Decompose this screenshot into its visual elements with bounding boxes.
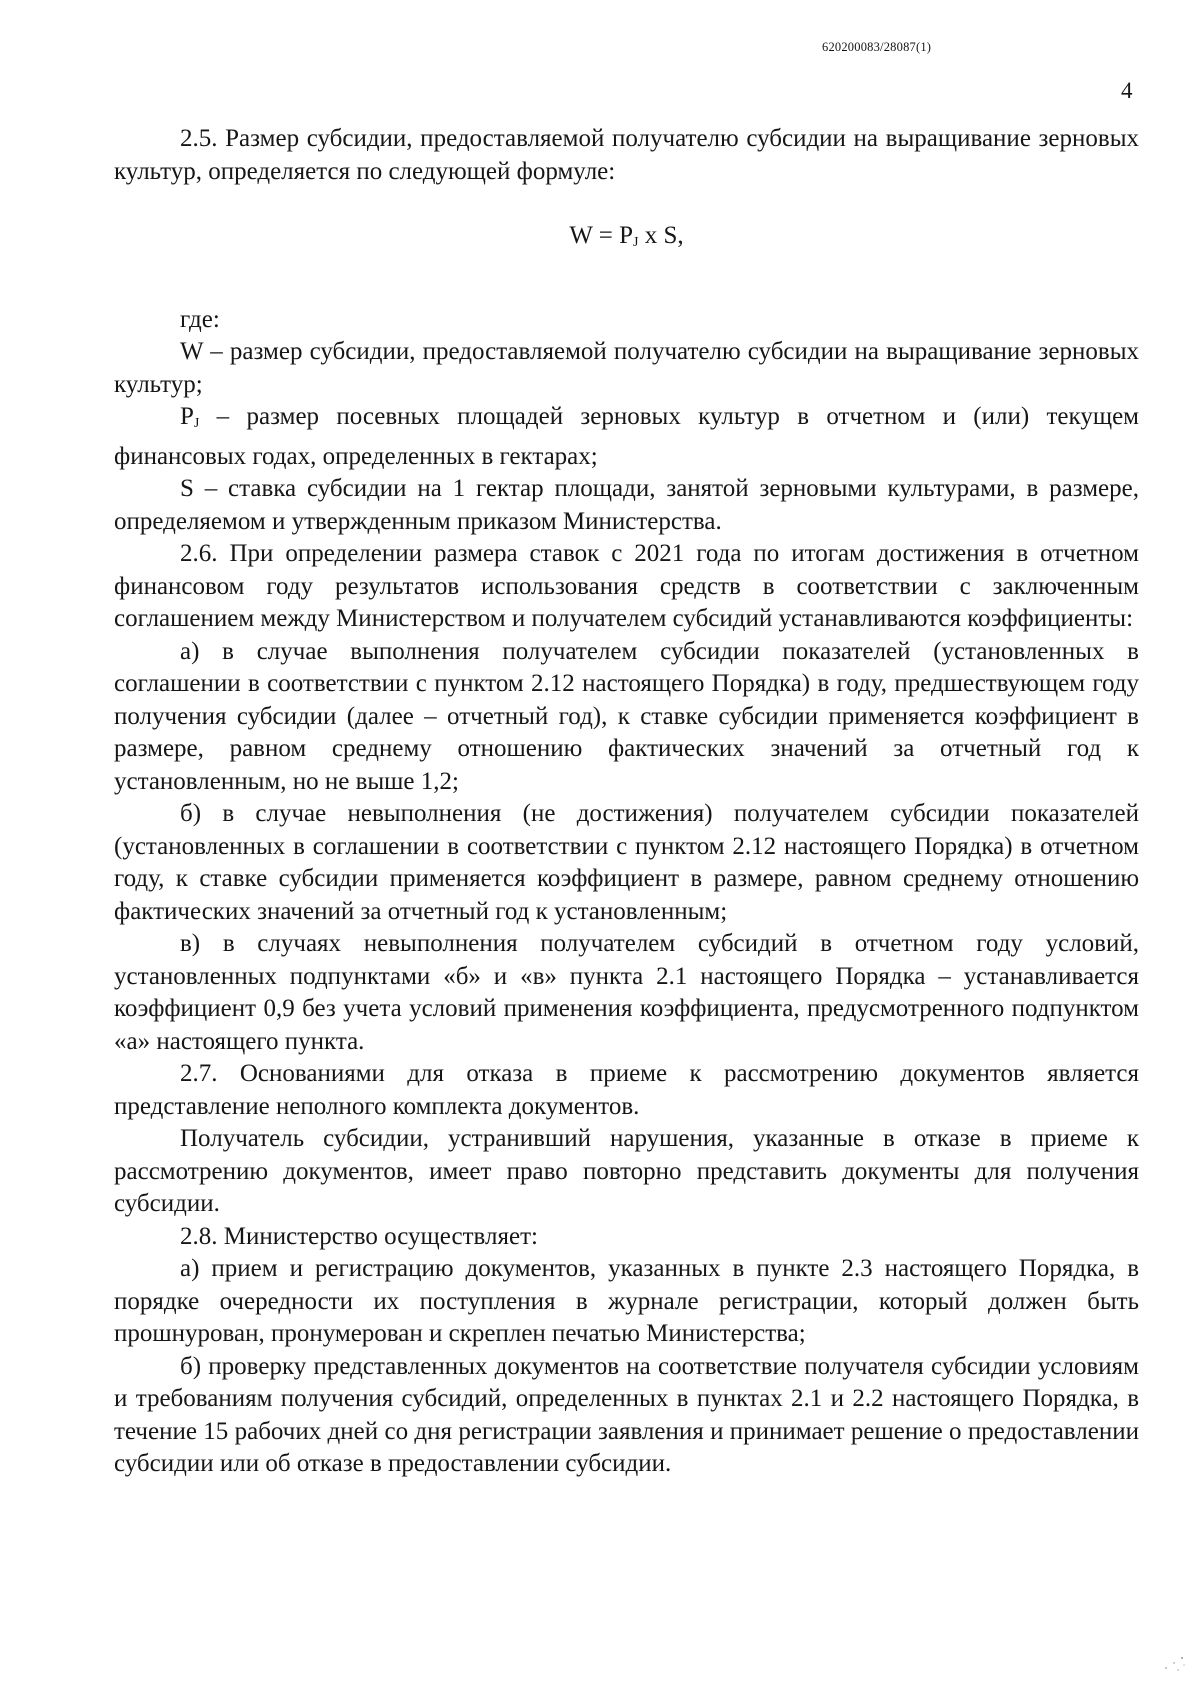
definition-w: W – размер субсидии, предоставляемой получателю субсидии на выращивание зерновых культур; bbox=[114, 338, 1139, 398]
definition-pj-text: – размер посевных площадей зерновых культур в отчетном и (или) текущем финансовых годах, определенных в гектарах; bbox=[114, 403, 1139, 470]
page-number: 4 bbox=[1121, 78, 1133, 103]
paragraph-2-7-recipient: Получатель субсидии, устранивший нарушения, указанные в отказе в приеме к рассмотрению документов, имеет право повторно представить документы для получения субсидии. bbox=[114, 1125, 1139, 1217]
paragraph-2-7: 2.7. Основаниями для отказа в приеме к рассмотрению документов является представление неполного комплекта документов. bbox=[114, 1060, 1139, 1120]
formula-subscript: J bbox=[633, 235, 639, 250]
formula-right: x S, bbox=[638, 222, 684, 249]
definition-pj-subscript: J bbox=[193, 416, 200, 431]
definition-s: S – ставка субсидии на 1 гектар площади, занятой зерновыми культурами, в размере, определяемом и утвержденным приказом Министерства. bbox=[114, 475, 1139, 535]
definition-pj bbox=[114, 401, 1139, 473]
definition-pj-symbol: P bbox=[180, 403, 194, 430]
paragraph-2-8-a: а) прием и регистрацию документов, указанных в пункте 2.3 настоящего Порядка, в порядке очередности их поступления в журнале регистрации, который должен быть прошнурован, пронумерован и скреплен печатью Министерства; bbox=[114, 1255, 1139, 1347]
where-label: где: bbox=[180, 305, 220, 333]
paragraph-2-5: 2.5. Размер субсидии, предоставляемой получателю субсидии на выращивание зерновых культур, определяется по следующей формуле: bbox=[114, 125, 1139, 185]
paragraph-2-6-b: б) в случае невыполнения (не достижения) получателем субсидии показателей (установленных в соглашении в соответствии с пунктом 2.12 настоящего Порядка) в отчетном году, к ставке субсидии применяется коэффициент в размере, равном среднему отношению фактических значений за отчетный год к установленным; bbox=[114, 800, 1139, 925]
paragraph-2-8-b: б) проверку представленных документов на соответствие получателя субсидии условиям и требованиям получения субсидий, определенных в пунктах 2.1 и 2.2 настоящего Порядка, в течение 15 рабочих дней со дня регистрации заявления и принимает решение о предоставлении субсидии или об отказе в предоставлении субсидии. bbox=[114, 1352, 1139, 1477]
document-body bbox=[114, 123, 1139, 1481]
paragraph-2-8: 2.8. Министерство осуществляет: bbox=[180, 1222, 538, 1250]
formula-left: W = P bbox=[569, 222, 634, 249]
paragraph-2-6: 2.6. При определении размера ставок с 2021 года по итогам достижения в отчетном финансовом году результатов использования средств в соответствии с заключенным соглашением между Министерством и получателем субсидий устанавливаются коэффициенты: bbox=[114, 540, 1139, 632]
paragraph-2-6-v: в) в случаях невыполнения получателем субсидий в отчетном году условий, установленных подпунктами «б» и «в» пункта 2.1 настоящего Порядка – устанавливается коэффициент 0,9 без учета условий применения коэффициента, предусмотренного подпунктом «а» настоящего пункта. bbox=[114, 930, 1139, 1055]
scan-speckle bbox=[1160, 1655, 1188, 1673]
document-id: 620200083/28087(1) bbox=[822, 40, 932, 54]
paragraph-2-6-a: а) в случае выполнения получателем субсидии показателей (установленных в соглашении в соответствии с пунктом 2.12 настоящего Порядка) в году, предшествующем году получения субсидии (далее – отчетный год), к ставке субсидии применяется коэффициент в размере, равном среднему отношению фактических значений за отчетный год к установленным, но не выше 1,2; bbox=[114, 637, 1139, 795]
formula bbox=[114, 220, 1139, 260]
